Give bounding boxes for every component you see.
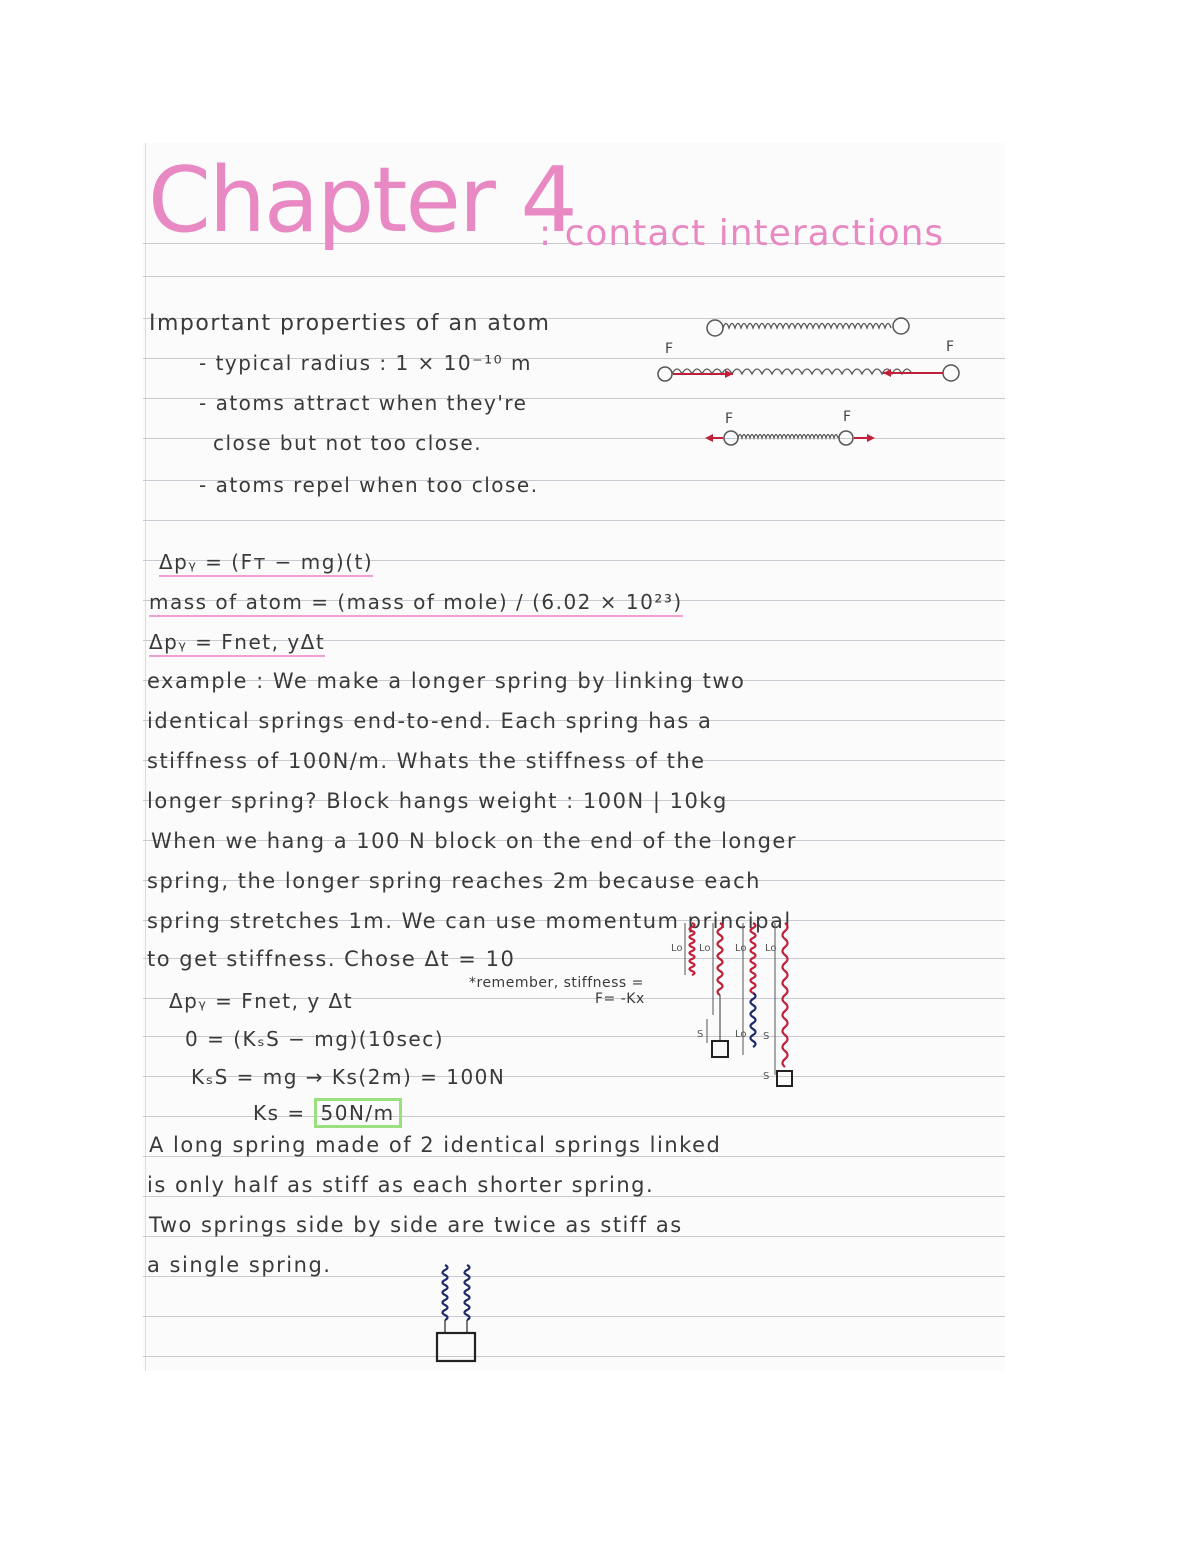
- conclusion-line: A long spring made of 2 identical springs linked: [149, 1133, 722, 1157]
- example-line: identical springs end-to-end. Each spring has a: [147, 709, 713, 733]
- example-line: example : We make a longer spring by linking two: [147, 669, 746, 693]
- notebook-page: [143, 143, 1005, 1371]
- example-line: longer spring? Block hangs weight : 100N | 10kg: [147, 789, 728, 813]
- force-label: F: [665, 341, 674, 357]
- answer-line: [253, 1101, 402, 1125]
- rule-line: [143, 1356, 1005, 1357]
- example-line: stiffness of 100N/m. Whats the stiffness of the: [147, 749, 706, 773]
- force-label: F: [843, 409, 852, 425]
- rule-line: [143, 520, 1005, 521]
- equation-momentum-y: Δpᵧ = (Fᴛ − mg)(t): [159, 550, 373, 574]
- equation-momentum-net: Δpᵧ = Fnet, yΔt: [149, 630, 325, 654]
- example-line: to get stiffness. Chose Δt = 10: [147, 947, 516, 971]
- lo-label: Lo: [671, 943, 683, 954]
- s-label: S: [763, 1071, 770, 1082]
- chapter-title: Chapter 4: [148, 148, 576, 253]
- rule-line: [143, 276, 1005, 277]
- atom-properties-heading: Important properties of an atom: [149, 311, 551, 336]
- margin-line: [145, 143, 146, 1371]
- answer-value: 50N/m: [314, 1098, 402, 1128]
- hanging-springs-diagram: [665, 915, 835, 1095]
- answer-label: Ks =: [253, 1101, 306, 1125]
- reminder-formula: F= -Kx: [595, 991, 645, 1007]
- equation-atom-mass: mass of atom = (mass of mole) / (6.02 × 10²³): [149, 590, 683, 614]
- chapter-subtitle: : contact interactions: [539, 213, 945, 254]
- lo-label: Lo: [735, 1029, 747, 1040]
- conclusion-line: Two springs side by side are twice as stiff as: [149, 1213, 683, 1237]
- lo-label: Lo: [735, 943, 747, 954]
- conclusion-line: a single spring.: [147, 1253, 332, 1277]
- atom-bullet-repel: - atoms repel when too close.: [199, 473, 539, 497]
- atom-bullet-radius: - typical radius : 1 × 10⁻¹⁰ m: [199, 351, 533, 375]
- conclusion-line: is only half as stiff as each shorter spring.: [147, 1173, 655, 1197]
- derivation-step: 0 = (KₛS − mg)(10sec): [185, 1027, 444, 1051]
- atom-spring-diagram: [665, 311, 983, 451]
- derivation-step: Δpᵧ = Fnet, y Δt: [169, 989, 354, 1013]
- example-line: When we hang a 100 N block on the end of the longer: [151, 829, 797, 853]
- force-label: F: [946, 339, 955, 355]
- rule-line: [143, 1316, 1005, 1317]
- s-label: S: [697, 1029, 704, 1040]
- s-label: S: [763, 1031, 770, 1042]
- lo-label: Lo: [765, 943, 777, 954]
- side-by-side-springs-diagram: [433, 1263, 483, 1365]
- force-label: F: [725, 411, 734, 427]
- lo-label: Lo: [699, 943, 711, 954]
- reminder-line: *remember, stiffness =: [469, 975, 644, 991]
- atom-bullet-attract-cont: close but not too close.: [213, 431, 483, 455]
- example-line: spring stretches 1m. We can use momentum principal: [147, 909, 792, 933]
- atom-bullet-attract: - atoms attract when they're: [199, 391, 528, 415]
- derivation-step: KₛS = mg → Ks(2m) = 100N: [191, 1065, 506, 1089]
- example-line: spring, the longer spring reaches 2m because each: [147, 869, 761, 893]
